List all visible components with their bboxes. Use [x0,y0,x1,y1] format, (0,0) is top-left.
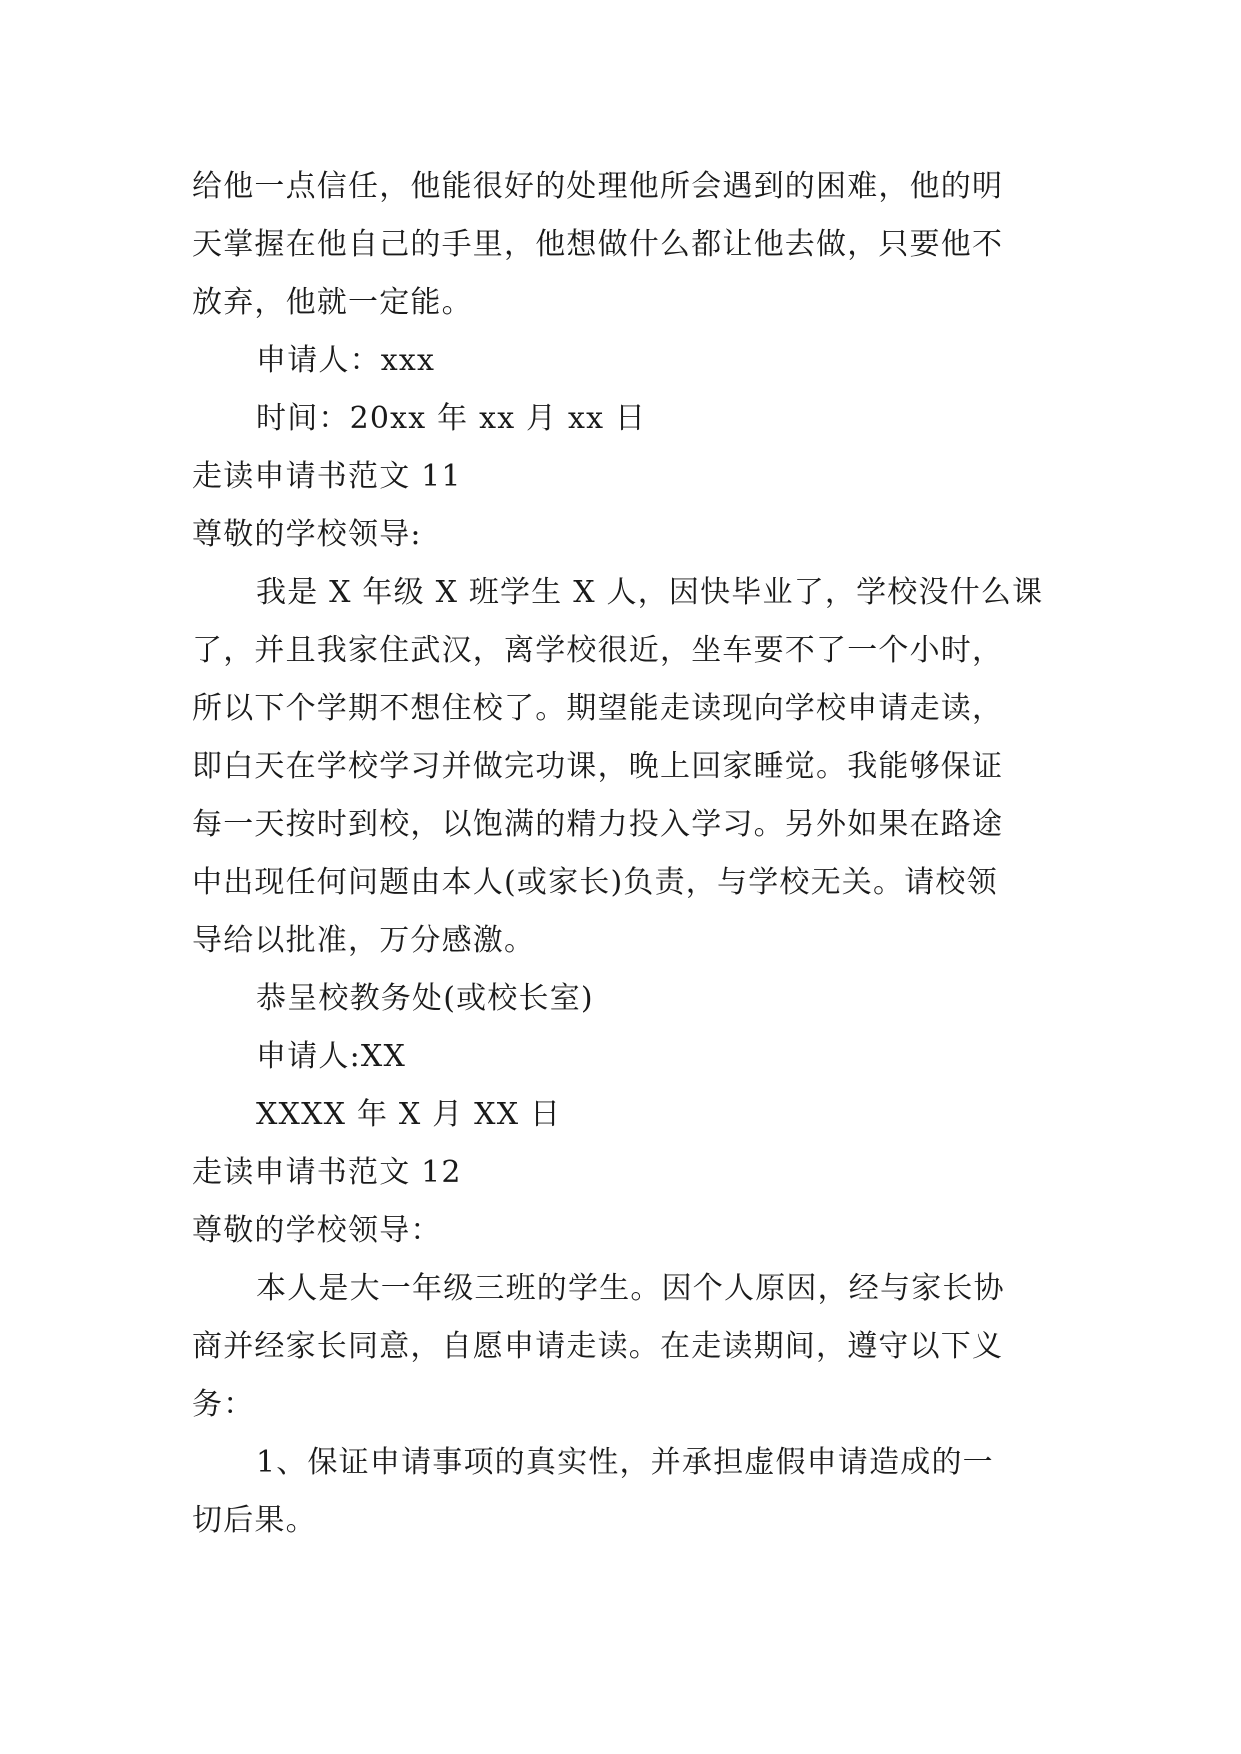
text-line: 本人是大一年级三班的学生。因个人原因，经与家长协 [256,1271,1005,1306]
text-line: 天掌握在他自己的手里，他想做什么都让他去做，只要他不 [192,227,1004,262]
text-line: 走读申请书范文 11 [192,459,462,494]
text-line: 申请人:XX [256,1039,407,1074]
text-line: XXXX 年 X 月 XX 日 [256,1097,562,1132]
text-line: 给他一点信任，他能很好的处理他所会遇到的困难，他的明 [192,169,1004,204]
text-line: 导给以批准，万分感激。 [192,923,536,958]
document-body [192,158,1062,1550]
text-line: 恭呈校教务处(或校长室) [256,981,594,1016]
text-line: 每一天按时到校，以饱满的精力投入学习。另外如果在路途 [192,807,1004,842]
text-line: 了，并且我家住武汉，离学校很近，坐车要不了一个小时， [192,633,1004,668]
text-line: 放弃，他就一定能。 [192,285,473,320]
text-line: 中出现任何问题由本人(或家长)负责，与学校无关。请校领 [192,865,998,900]
text-line: 申请人：xxx [256,343,436,378]
text-line: 尊敬的学校领导: [192,517,422,552]
text-line: 即白天在学校学习并做完功课，晚上回家睡觉。我能够保证 [192,749,1004,784]
text-line: 1、保证申请事项的真实性，并承担虚假申请造成的一 [256,1445,994,1480]
text-line: 所以下个学期不想住校了。期望能走读现向学校申请走读， [192,691,1004,726]
text-line: 时间：20xx 年 xx 月 xx 日 [256,401,647,436]
text-line: 走读申请书范文 12 [192,1155,462,1190]
text-line: 尊敬的学校领导： [192,1213,442,1248]
text-line: 务： [192,1387,255,1422]
text-line: 我是 X 年级 X 班学生 X 人，因快毕业了，学校没什么课 [256,575,1044,610]
text-line: 切后果。 [192,1503,317,1538]
text-line: 商并经家长同意，自愿申请走读。在走读期间，遵守以下义 [192,1329,1004,1364]
